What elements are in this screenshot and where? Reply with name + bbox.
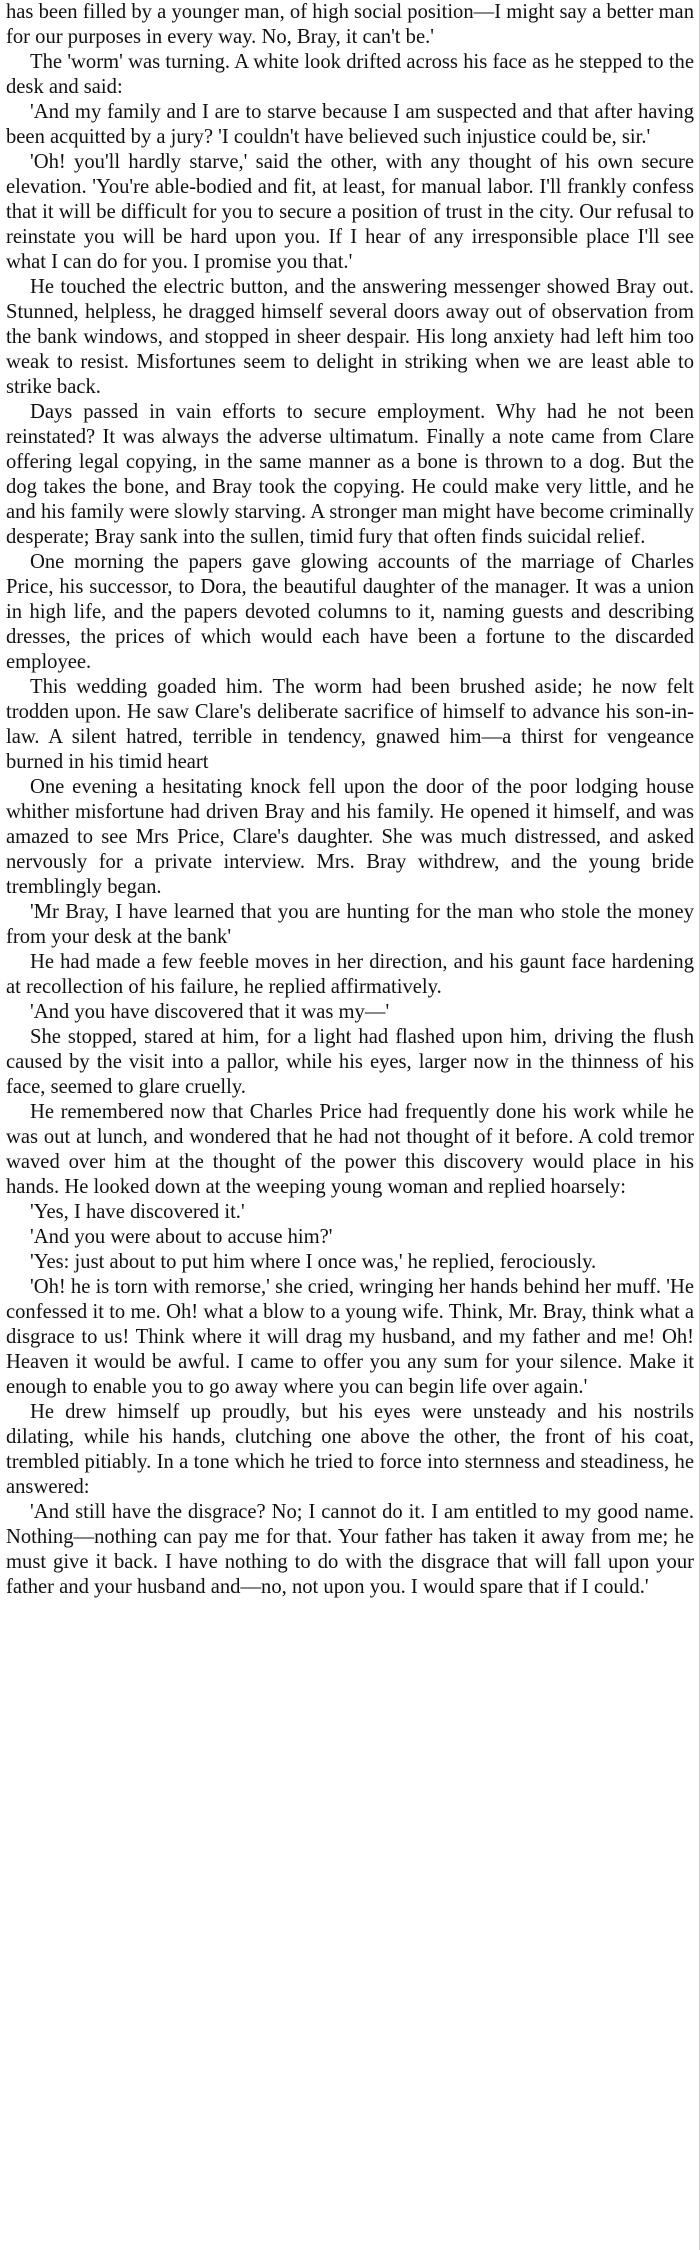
article-paragraph: 'Yes: just about to put him where I once was,' he replied, ferociously. <box>30 1251 597 1273</box>
article-paragraph: One morning the papers gave glowing accounts of the marriage of Charles Price, his successor, to Dora, the beautiful daughter of the manager. It was a union in high life, and the papers devoted columns to it, naming guests and describing dresses, the prices of which would each have been a fortune to the discarded employee. <box>6 551 694 673</box>
article-paragraph: has been filled by a younger man, of high social position—I might say a better man for our purposes in every way. No, Bray, it can't be.' <box>6 1 694 48</box>
article-paragraph: 'And you have discovered that it was my—' <box>30 1001 390 1023</box>
article-paragraph: 'And still have the disgrace? No; I cannot do it. I am entitled to my good name. Nothing—nothing can pay me for that. Your father has taken it away from me; he must give it back. I have nothing to do with the disgrace that will fall upon your father and your husband and—no, not upon you. I would spare that if I could.' <box>6 1501 694 1598</box>
article-column <box>6 0 694 1600</box>
article-paragraph: He remembered now that Charles Price had frequently done his work while he was out at lunch, and wondered that he had not thought of it before. A cold tremor waved over him at the thought of the power this discovery would place in his hands. He looked down at the weeping young woman and replied hoarsely: <box>6 1101 694 1198</box>
article-paragraph: He touched the electric button, and the answering messenger showed Bray out. Stunned, helpless, he dragged himself several doors away out of observation from the bank windows, and stopped in sheer despair. His long anxiety had left him too weak to resist. Misfortunes seem to delight in striking when we are least able to strike back. <box>6 276 694 398</box>
article-paragraph: 'Mr Bray, I have learned that you are hunting for the man who stole the money from your desk at the bank' <box>6 901 694 948</box>
article-paragraph: One evening a hesitating knock fell upon the door of the poor lodging house whither misfortune had driven Bray and his family. He opened it himself, and was amazed to see Mrs Price, Clare's daughter. She was much distressed, and asked nervously for a private interview. Mrs. Bray withdrew, and the young bride tremblingly began. <box>6 776 694 898</box>
article-paragraph: 'Oh! you'll hardly starve,' said the other, with any thought of his own secure elevation. 'You're able-bodied and fit, at least, for manual labor. I'll frankly confess that it will be difficult for you to secure a position of trust in the city. Our refusal to reinstate you will be hard upon you. If I hear of any irresponsible place I'll see what I can do for you. I promise you that.' <box>6 151 694 273</box>
article-paragraph: Days passed in vain efforts to secure employment. Why had he not been reinstated? It was always the adverse ultimatum. Finally a note came from Clare offering legal copying, in the same manner as a bone is thrown to a dog. But the dog takes the bone, and Bray took the copying. He could make very little, and he and his family were slowly starving. A stronger man might have become criminally desperate; Bray sank into the sullen, timid fury that often finds suicidal relief. <box>6 401 694 548</box>
article-paragraph: 'And my family and I are to starve because I am suspected and that after having been acquitted by a jury? 'I couldn't have believed such injustice could be, sir.' <box>6 101 694 148</box>
article-paragraph: He had made a few feeble moves in her direction, and his gaunt face hardening at recollection of his failure, he replied affirmatively. <box>6 951 694 998</box>
article-paragraph: 'And you were about to accuse him?' <box>30 1226 333 1248</box>
article-paragraph: 'Oh! he is torn with remorse,' she cried, wringing her hands behind her muff. 'He confessed it to me. Oh! what a blow to a young wife. Think, Mr. Bray, think what a disgrace to us! Think where it will drag my husband, and my father and me! Oh! Heaven it would be awful. I came to offer you any sum for your silence. Make it enough to enable you to go away where you can begin life over again.' <box>6 1276 694 1398</box>
article-paragraph: 'Yes, I have discovered it.' <box>30 1201 245 1223</box>
article-paragraph: He drew himself up proudly, but his eyes were unsteady and his nostrils dilating, while his hands, clutching one above the other, the front of his coat, trembled pitiably. In a tone which he tried to force into sternness and steadiness, he answered: <box>6 1401 694 1498</box>
article-paragraph: She stopped, stared at him, for a light had flashed upon him, driving the flush caused by the visit into a pallor, while his eyes, larger now in the thinness of his face, seemed to glare cruelly. <box>6 1026 694 1098</box>
article-paragraph: The 'worm' was turning. A white look drifted across his face as he stepped to the desk and said: <box>6 51 694 98</box>
article-paragraph: This wedding goaded him. The worm had been brushed aside; he now felt trodden upon. He saw Clare's deliberate sacrifice of himself to advance his son-in-law. A silent hatred, terrible in tendency, gnawed him—a thirst for vengeance burned in his timid heart <box>6 676 694 773</box>
